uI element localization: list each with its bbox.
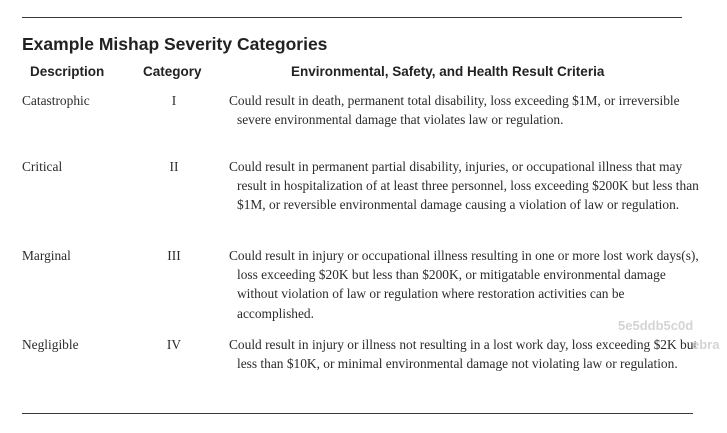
watermark bbox=[618, 316, 719, 354]
row-critical-criteria: Could result in permanent partial disability, injuries, or occupational illness that may result in hospitalization of at least three personnel, loss exceeding $200K but less than $1M, or reversible environmental damage causing a violation of law or regulation. bbox=[229, 159, 699, 213]
row-marginal-description: Marginal bbox=[22, 248, 71, 263]
row-critical-description: Critical bbox=[22, 159, 63, 174]
row-catastrophic-criteria: Could result in death, permanent total disability, loss exceeding $1M, or irreversible severe environmental damage that violates law or regulation. bbox=[229, 93, 680, 128]
row-marginal-category: III bbox=[167, 248, 181, 263]
column-header-criteria: Environmental, Safety, and Health Result Criteria bbox=[291, 64, 605, 79]
bottom-rule bbox=[22, 413, 693, 414]
table-title: Example Mishap Severity Categories bbox=[22, 34, 328, 54]
row-catastrophic-description: Catastrophic bbox=[22, 93, 90, 108]
row-catastrophic-category: I bbox=[171, 93, 177, 108]
top-rule bbox=[22, 17, 682, 18]
watermark-line-1: 5e5ddb5c0d bbox=[618, 318, 694, 333]
row-critical-category: II bbox=[169, 159, 179, 174]
row-marginal-criteria: Could result in injury or occupational illness resulting in one or more lost work days(s), loss exceeding $20K but less than $200K, or mitigatable environmental damage without violation of law or regulation where restoration activities can be accomplished. bbox=[229, 248, 699, 321]
column-header-description: Description bbox=[30, 64, 105, 79]
column-header-category: Category bbox=[143, 64, 202, 79]
row-negligible-category: IV bbox=[166, 337, 182, 352]
row-negligible-criteria: Could result in injury or illness not resulting in a lost work day, loss exceeding $2K but less than $10K, or minimal environmental damage not violating law or regulation. bbox=[229, 337, 698, 372]
row-negligible-description: Negligible bbox=[22, 337, 79, 352]
watermark-line-2: ebra bbox=[692, 337, 720, 352]
